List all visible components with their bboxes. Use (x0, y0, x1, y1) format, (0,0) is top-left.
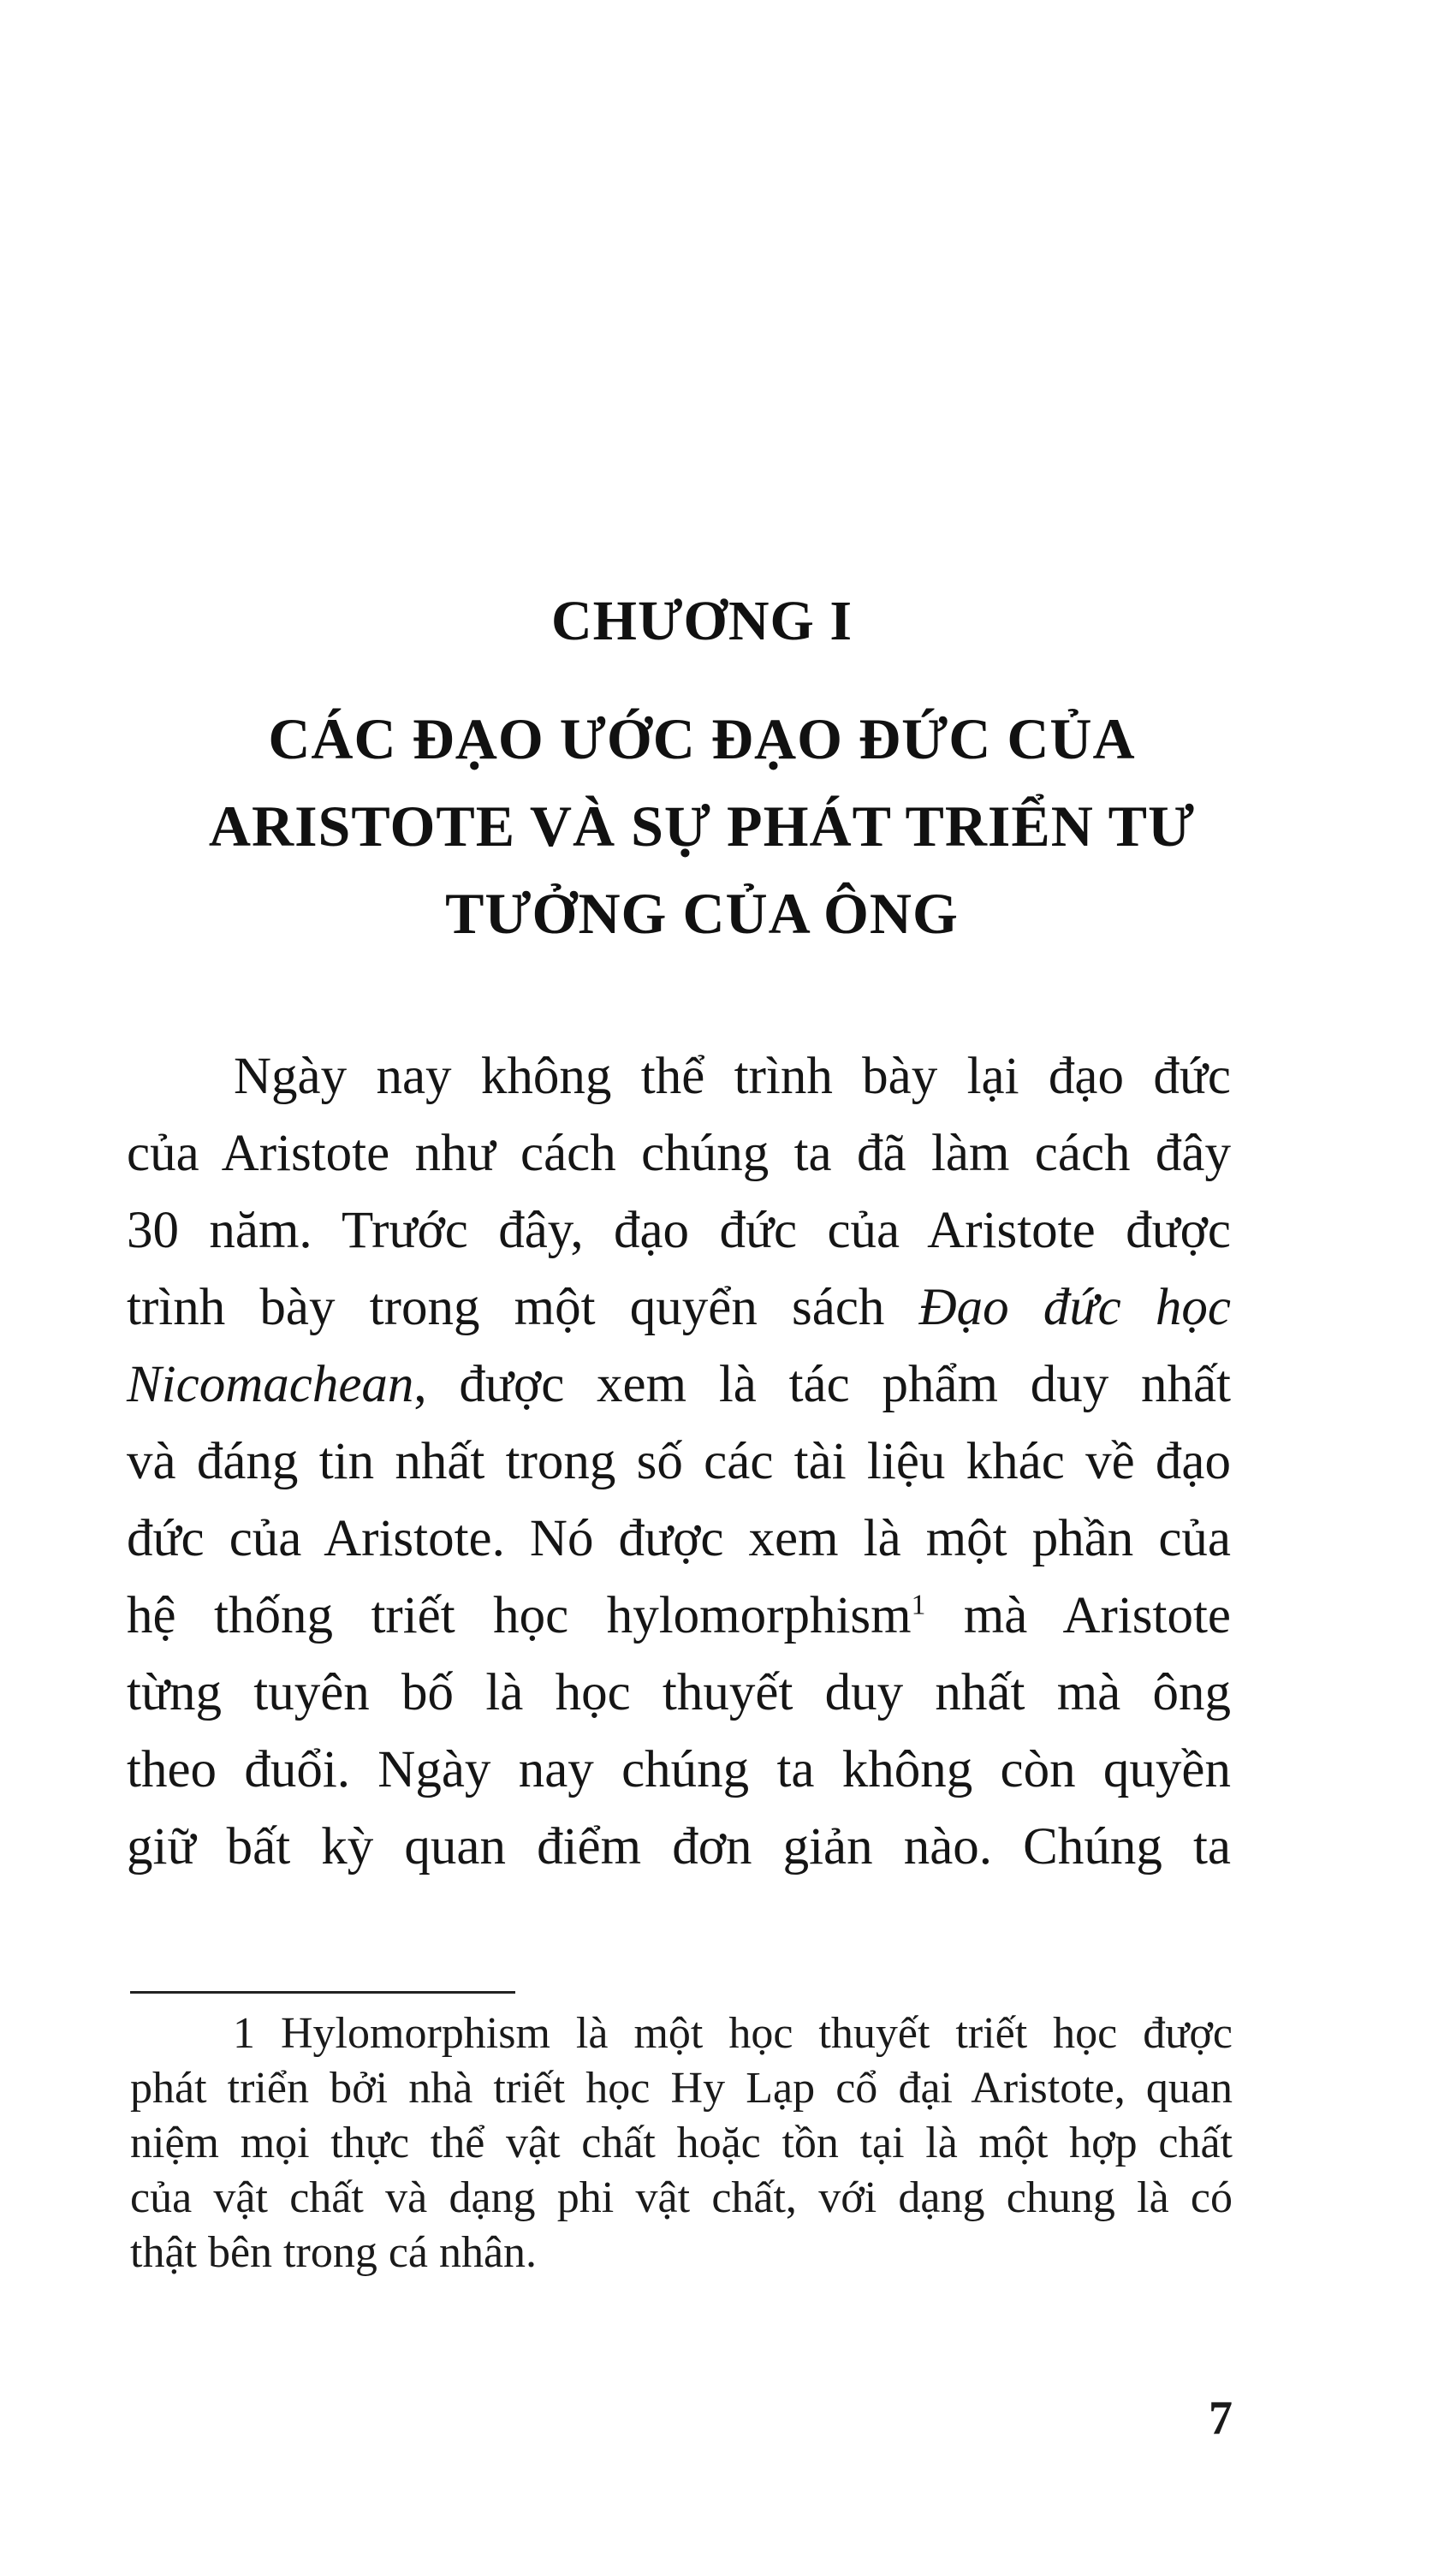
body-line-4-text: trình bày trong một quyển sách (127, 1279, 919, 1336)
body-line-8-text-end: mà Aristote (925, 1587, 1231, 1644)
body-line-10: theo đuổi. Ngày nay chúng ta không còn quyền (127, 1741, 1231, 1798)
book-title-italic-1: Đạo đức học (918, 1279, 1231, 1336)
page-number: 7 (1209, 2392, 1233, 2445)
footnote-line-2: phát triển bởi nhà triết học Hy Lạp cổ đại Aristote, quan (130, 2064, 1233, 2113)
body-line-4 (127, 1269, 1231, 1346)
body-line-7: đức của Aristote. Nó được xem là một phần của (127, 1510, 1231, 1567)
body-line-5-text: , được xem là tác phẩm duy nhất (413, 1356, 1231, 1413)
chapter-title-line-2: ARISTOTE VÀ SỰ PHÁT TRIỂN TƯ (208, 794, 1196, 859)
body-line-6: và đáng tin nhất trong số các tài liệu khác về đạo (127, 1433, 1231, 1490)
body-paragraph (127, 1038, 1231, 1886)
footnote-line-5: thật bên trong cá nhân. (130, 2228, 538, 2277)
body-line-8 (127, 1578, 1231, 1655)
chapter-label: CHƯƠNG I (550, 590, 853, 652)
body-line-8-text: hệ thống triết học hylomorphism (127, 1587, 912, 1644)
footnote-line-4: của vật chất và dạng phi vật chất, với dạng chung là có (130, 2173, 1233, 2222)
body-line-9: từng tuyên bố là học thuyết duy nhất mà ông (127, 1664, 1231, 1721)
body-line-5 (127, 1346, 1231, 1424)
footnote-reference[interactable]: 1 (911, 1589, 926, 1621)
body-line-11: giữ bất kỳ quan điểm đơn giản nào. Chúng ta (127, 1818, 1231, 1875)
footnote-divider (130, 1991, 515, 1994)
footnote-line-3: niệm mọi thực thể vật chất hoặc tồn tại là một hợp chất (130, 2119, 1233, 2167)
body-line-1: Ngày nay không thể trình bày lại đạo đức (234, 1048, 1231, 1105)
body-line-3: 30 năm. Trước đây, đạo đức của Aristote được (127, 1202, 1231, 1259)
footnote-line-1: 1 Hylomorphism là một học thuyết triết học được (233, 2009, 1233, 2058)
footnote (130, 2006, 1233, 2280)
book-title-italic-2: Nicomachean (127, 1356, 414, 1413)
chapter-title (146, 695, 1258, 957)
body-line-2: của Aristote như cách chúng ta đã làm cách đây (127, 1125, 1231, 1182)
chapter-title-line-3: TƯỞNG CỦA ÔNG (445, 881, 959, 946)
chapter-title-line-1: CÁC ĐẠO ƯỚC ĐẠO ĐỨC CỦA (268, 706, 1136, 771)
